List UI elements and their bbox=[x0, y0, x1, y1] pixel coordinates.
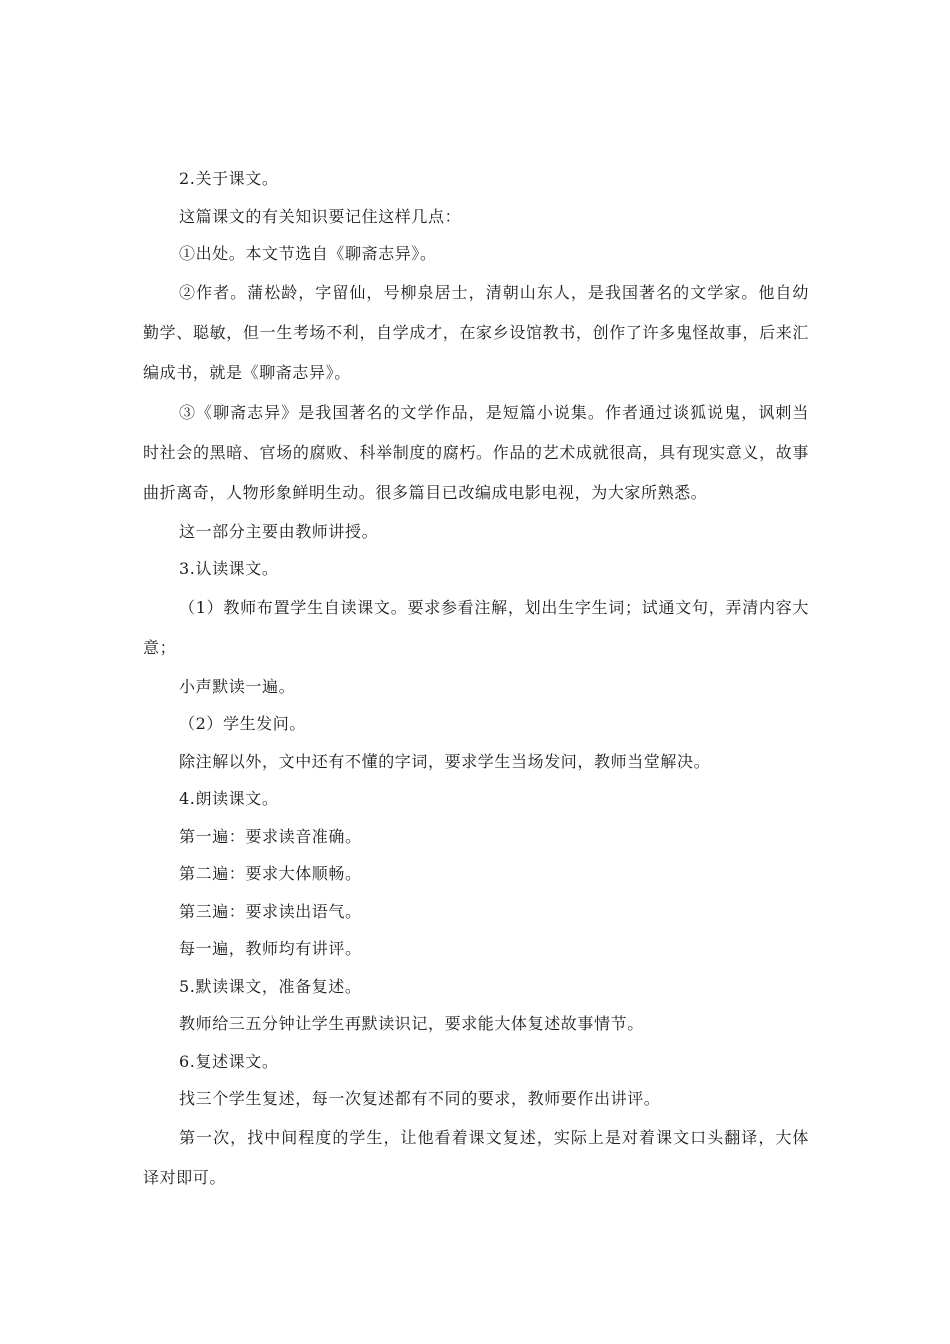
paragraph-second-reading: 第二遍：要求大体顺畅。 bbox=[179, 864, 362, 883]
paragraph-teacher-lecture: 这一部分主要由教师讲授。 bbox=[179, 521, 379, 541]
paragraph-retell-students: 找三个学生复述，每一次复述都有不同的要求，教师要作出讲评。 bbox=[179, 1089, 661, 1108]
section-heading-recognize-text: 3.认读课文。 bbox=[179, 559, 279, 578]
paragraph-reading-review: 每一遍，教师均有讲评。 bbox=[179, 939, 362, 958]
section-heading-read-aloud: 4.朗读课文。 bbox=[179, 789, 279, 808]
paragraph-third-reading: 第三遍：要求读出语气。 bbox=[179, 901, 362, 921]
section-heading-about-text: 2.关于课文。 bbox=[179, 169, 279, 188]
paragraph-retell-prep: 教师给三五分钟让学生再默读识记，要求能大体复述故事情节。 bbox=[179, 1014, 644, 1033]
paragraph-source: ①出处。本文节选自《聊斋志异》。 bbox=[179, 244, 437, 263]
paragraph-questions-detail: 除注解以外，文中还有不懂的字词，要求学生当场发问，教师当堂解决。 bbox=[179, 751, 711, 771]
section-heading-silent-retell: 5.默读课文，准备复述。 bbox=[179, 976, 362, 996]
paragraph-first-reading: 第一遍：要求读音准确。 bbox=[179, 826, 362, 846]
paragraph-work-description: ③《聊斋志异》是我国著名的文学作品，是短篇小说集。作者通过谈狐说鬼，讽刺当时社会的黑暗、官场的腐败、科举制度的腐朽。作品的艺术成就很高，具有现实意义，故事曲折离奇，人物形象鲜明生动。很多篇目已改编成电影电视，为大家所熟悉。 bbox=[143, 402, 809, 502]
paragraph-first-retell: 第一次，找中间程度的学生，让他看着课文复述，实际上是对着课文口头翻译，大体译对即可。 bbox=[143, 1127, 809, 1187]
paragraph-silent-reading: 小声默读一遍。 bbox=[179, 676, 296, 696]
paragraph-self-reading: （1）教师布置学生自读课文。要求参看注解，划出生字生词；试通文句，弄清内容大意； bbox=[143, 597, 809, 657]
document-body bbox=[143, 160, 809, 1198]
paragraph-author: ②作者。蒲松龄，字留仙，号柳泉居士，清朝山东人，是我国著名的文学家。他自幼勤学、聪敏，但一生考场不利，自学成才，在家乡设馆教书，创作了许多鬼怪故事，后来汇编成书，就是《聊斋志异》。 bbox=[143, 282, 809, 382]
paragraph-student-questions: （2）学生发问。 bbox=[179, 714, 306, 733]
section-heading-retell: 6.复述课文。 bbox=[179, 1051, 279, 1071]
paragraph-knowledge-intro: 这篇课文的有关知识要记住这样几点： bbox=[179, 206, 462, 226]
